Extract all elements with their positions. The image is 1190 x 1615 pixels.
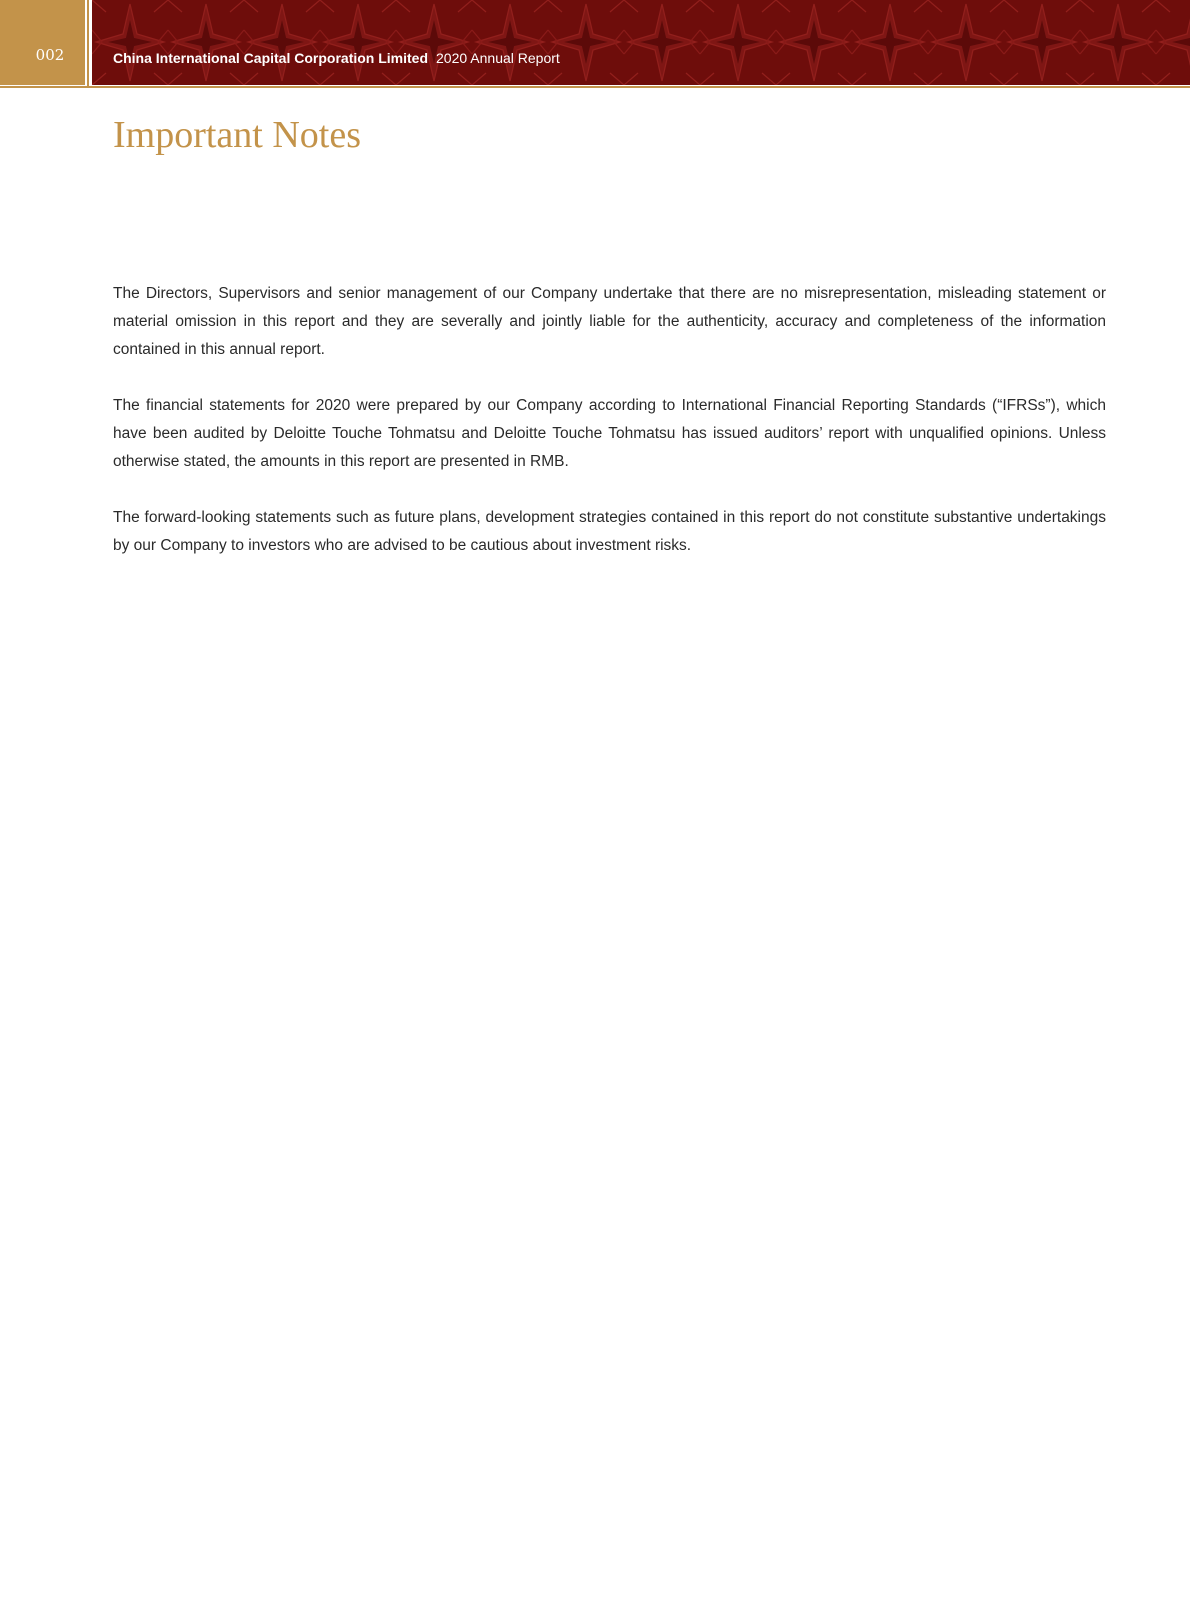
page-number-box	[0, 0, 85, 85]
header-horizontal-rule	[0, 86, 1190, 88]
page-header	[0, 0, 1190, 90]
paragraph-liability: The Directors, Supervisors and senior management of our Company undertake that there are no misrepresentation, misleading statement or material omission in this report and they are severally and jointly liable for the authenticity, accuracy and completeness of the information contained in this annual report.	[113, 285, 1106, 358]
star-lattice-pattern	[92, 0, 1190, 85]
paragraph-financial-statements: The financial statements for 2020 were prepared by our Company according to International Financial Reporting Standards (“IFRSs”), which have been audited by Deloitte Touche Tohmatsu and Deloitte Touche Tohmatsu has issued auditors’ report with unqualified opinions. Unless otherwise stated, the amounts in this report are presented in RMB.	[113, 397, 1106, 470]
header-vertical-divider	[87, 0, 89, 88]
paragraph-forward-looking: The forward-looking statements such as future plans, development strategies contained in this report do not constitute substantive undertakings by our Company to investors who are advised to be cautious about investment risks.	[113, 509, 1106, 554]
header-banner	[92, 0, 1190, 85]
page-title: Important Notes	[113, 114, 362, 156]
running-header	[113, 49, 560, 67]
page-number: 002	[35, 46, 65, 64]
company-name: China International Capital Corporation Limited	[113, 50, 429, 66]
report-name: 2020 Annual Report	[436, 50, 560, 66]
notes-body	[113, 280, 1106, 588]
